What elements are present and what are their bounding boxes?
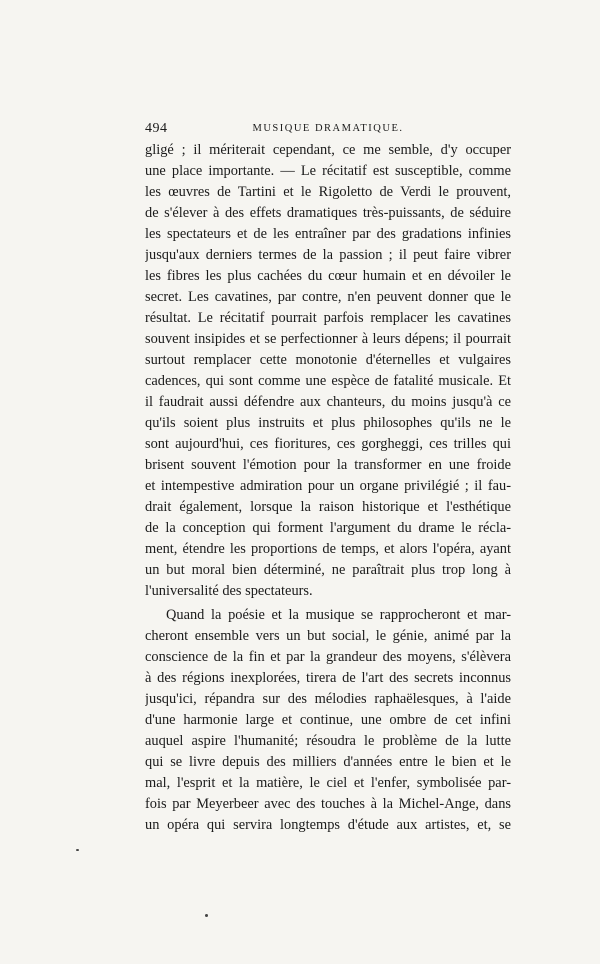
text-line: il faudrait aussi défendre aux chanteurs, du moins jusqu'à ce	[145, 394, 511, 410]
paragraph-end-line: l'universalité des spectateurs.	[145, 583, 313, 599]
body-text	[145, 140, 511, 836]
text-line: les œuvres de Tartini et le Rigoletto de Verdi le prouvent,	[145, 184, 511, 200]
text-line: et intempestive admiration pour un organe privilégié ; il fau-	[145, 478, 511, 494]
page-number: 494	[145, 121, 168, 136]
text-line: auquel aspire l'humanité; résoudra le problème de la lutte	[145, 733, 511, 749]
text-line: drait également, lorsque la raison historique et l'esthétique	[145, 499, 511, 515]
text-line: gligé ; il mériterait cependant, ce me semble, d'y occuper	[145, 142, 511, 158]
text-line: à des régions inexplorées, tirera de l'art des secrets inconnus	[145, 670, 511, 686]
text-line: conscience de la fin et par la grandeur des moyens, s'élèvera	[145, 649, 511, 665]
text-line: d'une harmonie large et continue, une ombre de cet infini	[145, 712, 511, 728]
text-line: surtout remplacer cette monotonie d'éternelles et vulgaires	[145, 352, 511, 368]
text-line: brisent souvent l'émotion pour la transformer en une froide	[145, 457, 511, 473]
text-line: cheront ensemble vers un but social, le génie, animé par la	[145, 628, 511, 644]
paper-speck	[76, 849, 79, 851]
text-line: les spectateurs et de les entraîner par des gradations infinies	[145, 226, 511, 242]
text-line: mal, l'esprit et la matière, le ciel et l'enfer, symbolisée par-	[145, 775, 511, 791]
text-line: de la conception qui forment l'argument du drame le récla-	[145, 520, 511, 536]
text-line: jusqu'aux derniers termes de la passion ; il peut faire vibrer	[145, 247, 511, 263]
text-line: fois par Meyerbeer avec des touches à la Michel-Ange, dans	[145, 796, 511, 812]
text-line: jusqu'ici, répandra sur des mélodies raphaëlesques, à l'aide	[145, 691, 511, 707]
text-line: qui se livre depuis des milliers d'années entre le bien et le	[145, 754, 511, 770]
text-line: une place importante. — Le récitatif est susceptible, comme	[145, 163, 511, 179]
text-line: secret. Les cavatines, par contre, n'en peuvent donner que le	[145, 289, 511, 305]
text-line: souvent insipides et se perfectionner à leurs dépens; il pourrait	[145, 331, 511, 347]
text-line: un opéra qui servira longtemps d'étude aux artistes, et, se	[145, 817, 511, 833]
text-line: ment, étendre les proportions de temps, et alors l'opéra, ayant	[145, 541, 511, 557]
text-line: un but moral bien déterminé, ne paraîtrait plus trop long à	[145, 562, 511, 578]
text-line: qu'ils soient plus instruits et plus philosophes qu'ils ne le	[145, 415, 511, 431]
text-line: de s'élever à des effets dramatiques très-puissants, de séduire	[145, 205, 511, 221]
text-line: les fibres les plus cachées du cœur humain et en dévoiler le	[145, 268, 511, 284]
paragraph-start-line: Quand la poésie et la musique se rapprocheront et mar-	[166, 607, 511, 623]
paper-speck	[205, 914, 208, 917]
text-line: sont aujourd'hui, ces fioritures, ces gorgheggi, ces trilles qui	[145, 436, 511, 452]
running-head	[145, 120, 511, 138]
text-line: cadences, qui sont comme une espèce de fatalité musicale. Et	[145, 373, 511, 389]
running-title: MUSIQUE DRAMATIQUE.	[252, 123, 404, 134]
text-line: résultat. Le récitatif pourrait parfois remplacer les cavatines	[145, 310, 511, 326]
